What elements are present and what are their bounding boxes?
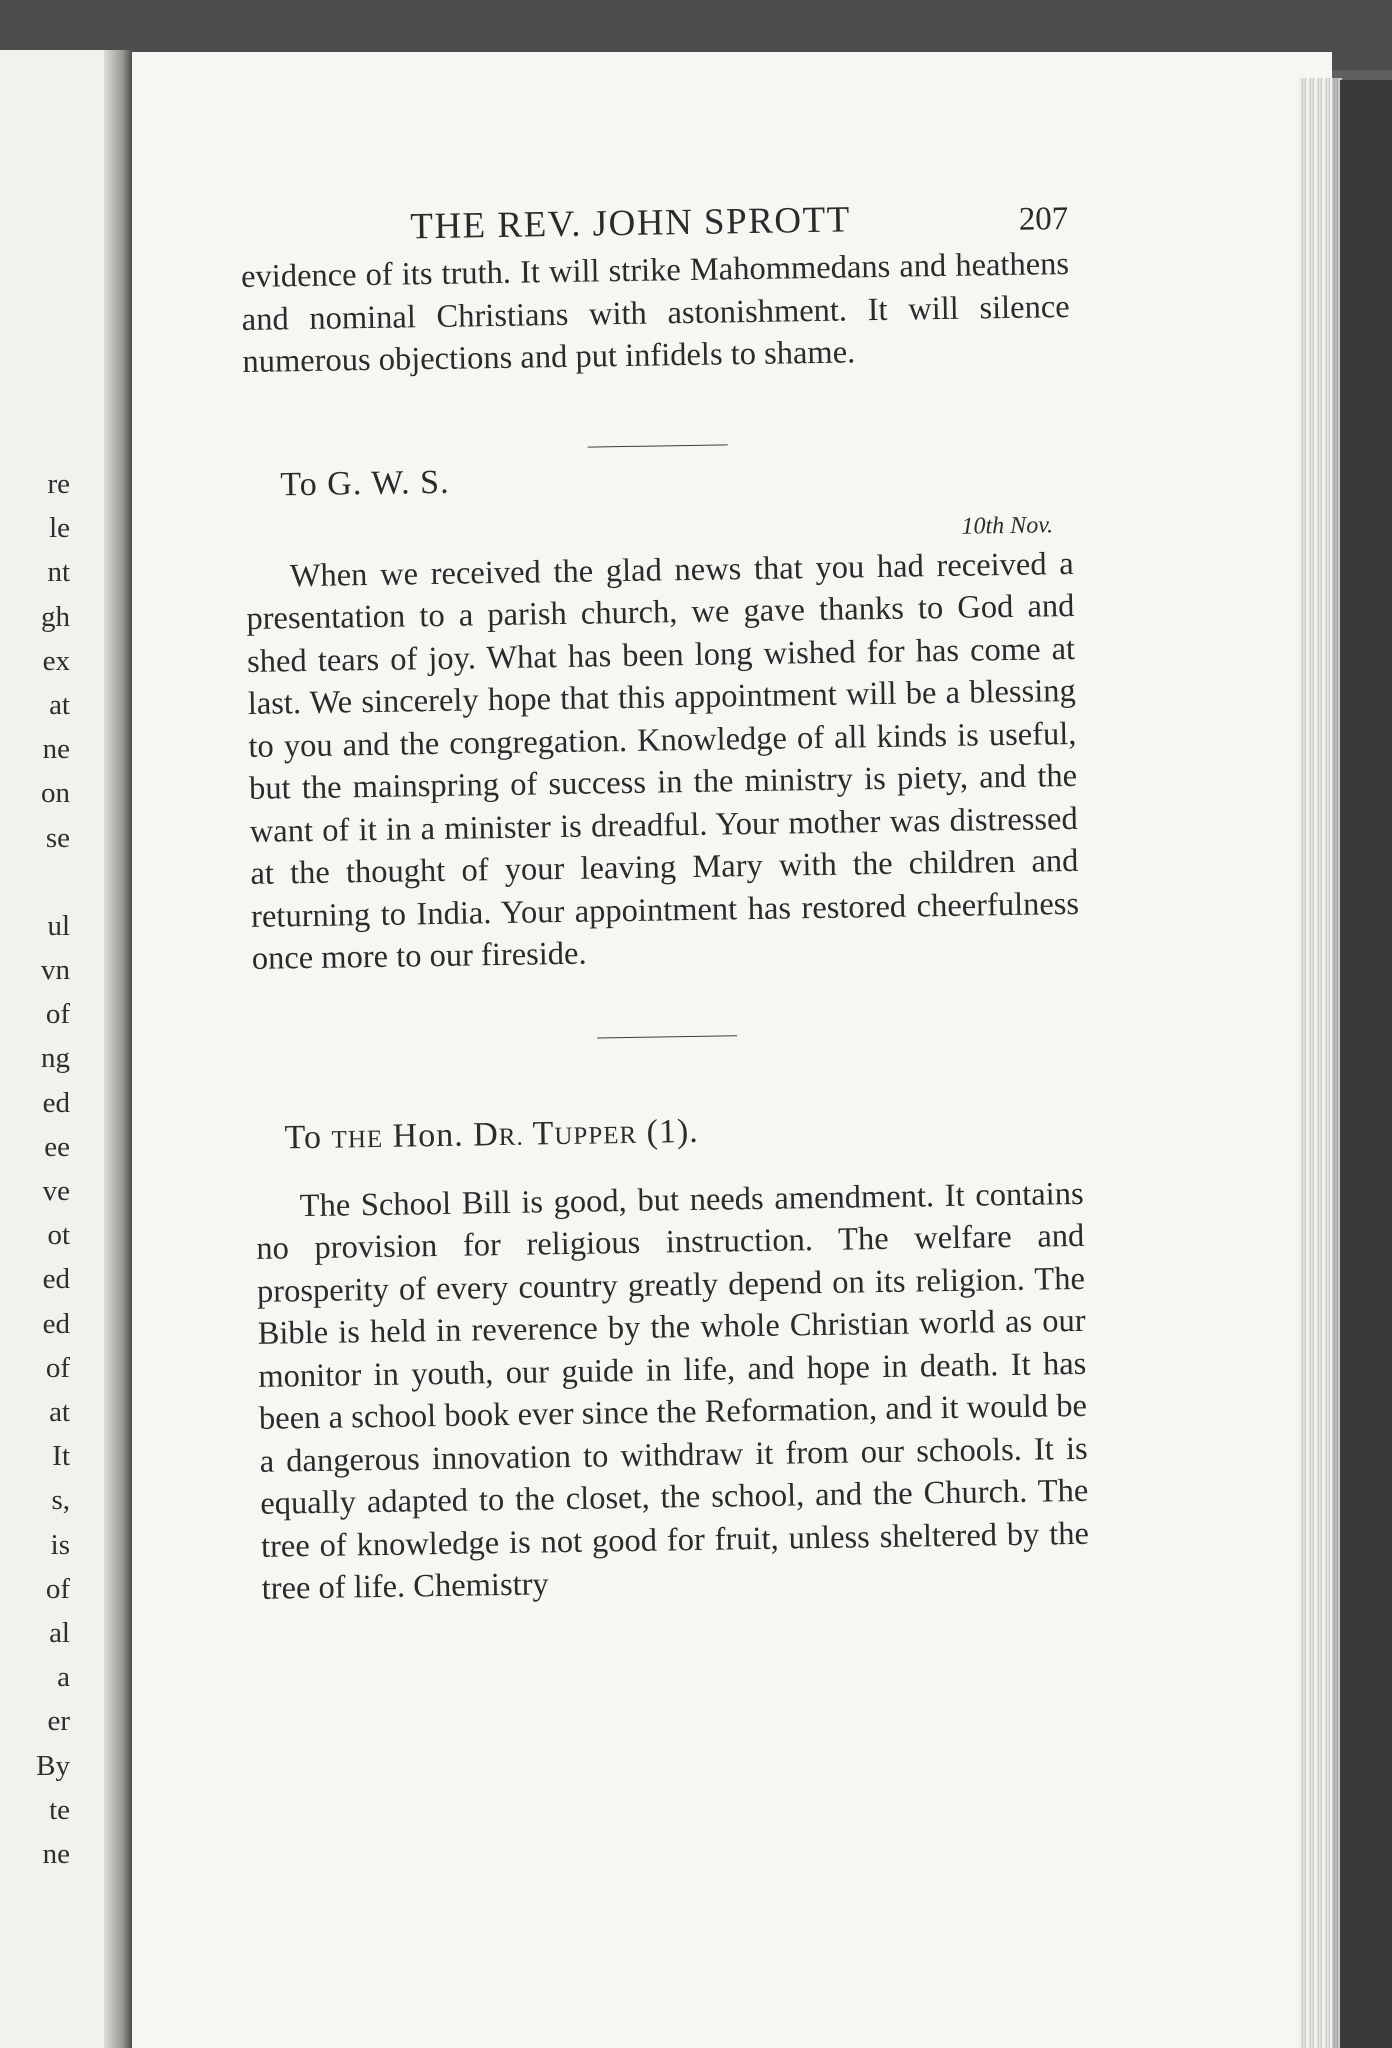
heading-dr-rest: R. bbox=[498, 1123, 524, 1151]
facing-page-fragment: It bbox=[52, 1440, 70, 1473]
facing-page-fragment: ne bbox=[42, 1838, 70, 1871]
facing-page-fragment: on bbox=[41, 777, 70, 810]
facing-page-fragment: By bbox=[36, 1749, 70, 1782]
heading-note: (1). bbox=[646, 1112, 700, 1151]
facing-page-fragment: ot bbox=[47, 1219, 70, 1252]
facing-page-fragment: ng bbox=[41, 1042, 70, 1075]
heading-name-initial: T bbox=[532, 1114, 555, 1153]
letter-heading-tupper bbox=[254, 1106, 1082, 1157]
facing-page-fragment: s, bbox=[51, 1484, 70, 1517]
facing-page-fragment: ve bbox=[42, 1175, 70, 1208]
heading-the: THE bbox=[331, 1125, 384, 1154]
section-divider bbox=[588, 444, 728, 447]
facing-page-fragment: al bbox=[49, 1617, 70, 1650]
facing-page-fragment: re bbox=[47, 468, 70, 500]
facing-page-fragment: te bbox=[49, 1793, 70, 1826]
running-title: THE REV. JOHN SPROTT bbox=[409, 199, 852, 248]
facing-page-fragment: ne bbox=[42, 733, 70, 766]
facing-page-fragment: ed bbox=[42, 1307, 70, 1340]
facing-page-fragment: ex bbox=[42, 644, 70, 677]
letter-heading-gws: To G. W. S. bbox=[280, 463, 450, 503]
heading-hon: Hon. bbox=[392, 1116, 464, 1155]
facing-page-fragment: ee bbox=[44, 1130, 70, 1163]
scan-background-right bbox=[1340, 80, 1392, 2048]
heading-name-rest: UPPER bbox=[554, 1121, 638, 1150]
facing-page-fragment: ed bbox=[42, 1263, 70, 1296]
facing-page-fragment: is bbox=[50, 1528, 70, 1561]
running-head bbox=[240, 195, 1069, 278]
facing-page-fragment: nt bbox=[47, 556, 70, 589]
page-number: 207 bbox=[1018, 200, 1069, 238]
facing-page-fragment: of bbox=[45, 1351, 70, 1384]
facing-page-text-fragments bbox=[0, 462, 70, 1876]
facing-page-fragment: ed bbox=[42, 1086, 70, 1119]
heading-dr-initial: D bbox=[472, 1115, 500, 1153]
continuation-paragraph: evidence of its truth. It will strike Mahommedans and heathens and nominal Christians with astonishment. It will silence numerous objections and put infidels to shame. bbox=[240, 245, 1070, 380]
facing-page-fragment: of bbox=[45, 998, 70, 1031]
facing-page-fragment: a bbox=[57, 1661, 70, 1694]
facing-page-fragment: gh bbox=[41, 600, 70, 633]
facing-page-fragment: of bbox=[45, 1572, 70, 1605]
section-divider bbox=[597, 1035, 737, 1038]
facing-page-fragment: vn bbox=[41, 954, 70, 987]
date-day: 10 bbox=[961, 512, 986, 540]
facing-page-fragment: ul bbox=[47, 909, 70, 942]
heading-to: To bbox=[284, 1118, 323, 1156]
date-month: Nov. bbox=[1003, 511, 1054, 539]
page-content bbox=[240, 195, 1090, 1610]
facing-page-fragment: le bbox=[49, 512, 70, 545]
page-edges bbox=[1298, 78, 1342, 2048]
letter-body-gws: When we received the glad news that you had received a presentation to a parish church, we gave thanks to God and shed tears of joy. What has been long wished for has come at last. We sincerely hope that this appointment will be a blessing to you and the congregation. Knowledge of all kinds is useful, but the mainspring of success in the ministry is piety, and the want of it in a minister is dreadful. Your mother was distressed at the thought of your leaving Mary with the children and returning to India. Your appointment has restored cheerfulness once more to our fireside. bbox=[246, 545, 1080, 977]
date-suffix: th bbox=[985, 512, 1005, 539]
facing-page-fragment: at bbox=[49, 1396, 70, 1429]
book-gutter bbox=[104, 50, 134, 2048]
letter-body-tupper: The School Bill is good, but needs amendment. It contains no provision for religious instruction. The welfare and prosperity of every country greatly depend on its religion. The Bible is held in reverence by the whole Christian world as our monitor in youth, our guide in life, and hope in death. It has been a school book ever since the Reformation, and it would be a dangerous innovation to withdraw it from our schools. It is equally adapted to the closet, the school, and the Church. The tree of knowledge is not good for fruit, unless sheltered by the tree of life. Chemistry bbox=[256, 1175, 1090, 1607]
facing-page-fragment: se bbox=[45, 821, 70, 854]
facing-page-fragment: er bbox=[47, 1705, 70, 1738]
heading-dr bbox=[473, 1115, 524, 1153]
heading-name bbox=[532, 1113, 637, 1152]
facing-page-fragment bbox=[0, 860, 70, 904]
facing-page-fragment: at bbox=[49, 689, 70, 722]
